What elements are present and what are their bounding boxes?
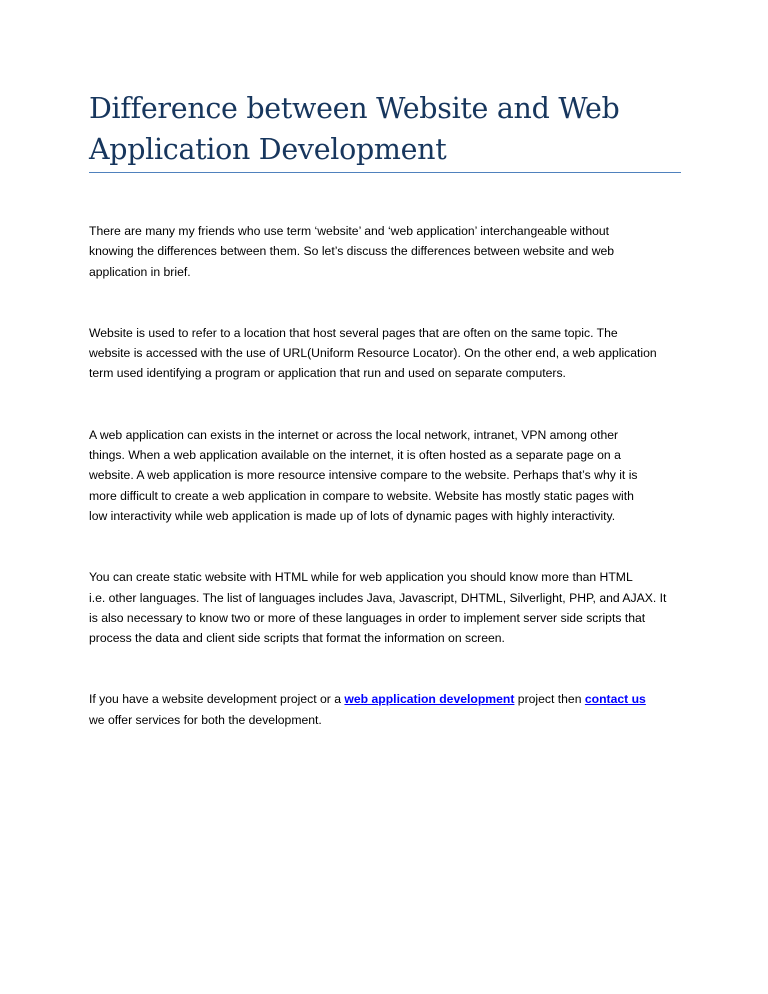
contact-us-link[interactable]: contact us <box>584 692 646 707</box>
paragraph-line: knowing the differences between them. So let’s discuss the differences between website and web <box>89 244 615 259</box>
paragraph-line: process the data and client side scripts that format the information on screen. <box>89 631 505 646</box>
paragraph-line: is also necessary to know two or more of these languages in order to implement server side scripts that <box>89 610 646 625</box>
paragraph-line: things. When a web application available on the internet, it is often hosted as a separate page on a <box>89 448 621 463</box>
closing-line-2: we offer services for both the development. <box>89 712 322 727</box>
paragraph-line: low interactivity while web application is made up of lots of dynamic pages with highly interactivity. <box>89 508 616 523</box>
paragraph-line: term used identifying a program or application that run and used on separate computers. <box>89 366 566 381</box>
title-line-2: Application Development <box>89 133 447 166</box>
paragraph-line: There are many my friends who use term ‘website’ and ‘web application’ interchangeable without <box>89 224 610 238</box>
paragraph-line: website is accessed with the use of URL(Uniform Resource Locator). On the other end, a web application <box>89 346 657 361</box>
closing-text-start: If you have a website development project or a <box>89 692 345 707</box>
paragraph-web-application <box>89 425 681 526</box>
paragraph-line: A web application can exists in the internet or across the local network, intranet, VPN among other <box>89 427 619 442</box>
title-line-1: Difference between Website and Web <box>89 92 620 125</box>
paragraph-line: more difficult to create a web application in compare to website. Website has mostly static pages with <box>89 488 634 503</box>
paragraph-line: application in brief. <box>89 264 191 279</box>
closing-line-1 <box>89 689 681 709</box>
title-underline-rule <box>89 172 681 173</box>
paragraph-closing <box>89 689 681 730</box>
paragraph-intro <box>89 221 681 282</box>
document-page <box>89 88 681 730</box>
page-title <box>89 88 681 172</box>
web-application-development-link[interactable]: web application development <box>344 692 515 707</box>
paragraph-website-definition <box>89 323 681 384</box>
closing-text-middle: project then <box>514 692 585 707</box>
paragraph-languages <box>89 567 681 648</box>
paragraph-line: website. A web application is more resource intensive compare to the website. Perhaps that’s why it is <box>89 468 638 483</box>
paragraph-line: i.e. other languages. The list of languages includes Java, Javascript, DHTML, Silverlight, PHP, and AJAX. It <box>89 590 667 605</box>
paragraph-line: You can create static website with HTML while for web application you should know more than HTML <box>89 570 633 585</box>
paragraph-line: Website is used to refer to a location that host several pages that are often on the same topic. The <box>89 325 618 340</box>
